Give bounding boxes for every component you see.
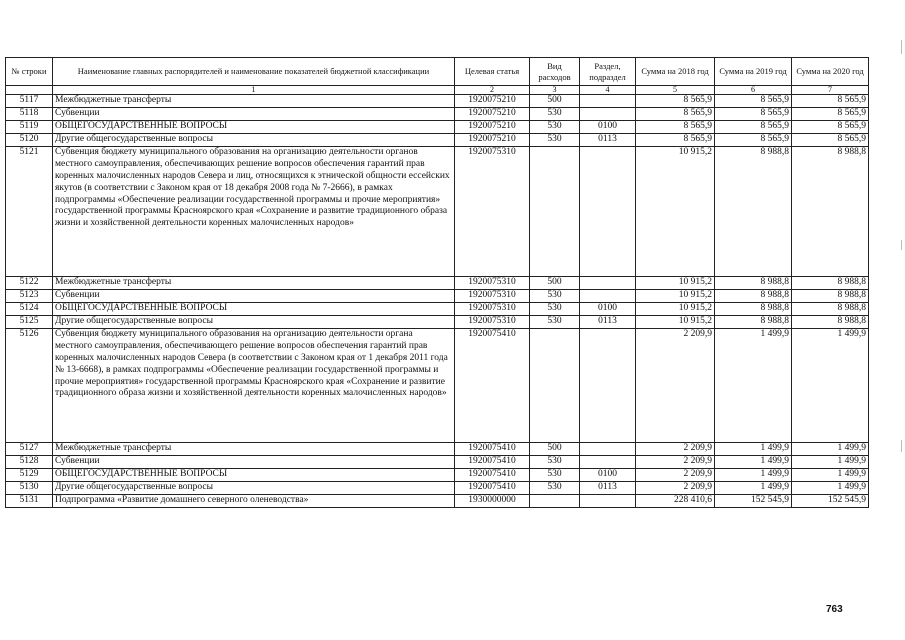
row-target-article: 1920075310 <box>455 303 530 316</box>
row-sum-2018: 10 915,2 <box>636 303 715 316</box>
row-section <box>580 95 636 108</box>
row-expense-type: 500 <box>530 95 580 108</box>
column-number: 7 <box>792 86 869 95</box>
row-sum-2020: 1 499,9 <box>792 482 869 495</box>
row-name: Субвенции <box>53 108 455 121</box>
row-sum-2019: 1 499,9 <box>715 482 792 495</box>
header-sum-2020: Сумма на 2020 год <box>792 58 869 86</box>
row-sum-2019: 8 565,9 <box>715 121 792 134</box>
row-number: 5124 <box>6 303 53 316</box>
row-name: Подпрограмма «Развитие домашнего северного оленеводства» <box>53 495 455 508</box>
row-sum-2018: 2 209,9 <box>636 469 715 482</box>
column-number: 4 <box>580 86 636 95</box>
row-section <box>580 290 636 303</box>
row-sum-2019: 152 545,9 <box>715 495 792 508</box>
row-sum-2020: 8 565,9 <box>792 121 869 134</box>
row-section <box>580 147 636 277</box>
row-expense-type: 530 <box>530 290 580 303</box>
row-expense-type: 530 <box>530 456 580 469</box>
page-number: 763 <box>826 604 843 615</box>
row-section: 0100 <box>580 303 636 316</box>
row-name: Межбюджетные трансферты <box>53 277 455 290</box>
row-sum-2019: 8 565,9 <box>715 108 792 121</box>
row-expense-type: 530 <box>530 303 580 316</box>
row-number: 5130 <box>6 482 53 495</box>
row-name: ОБЩЕГОСУДАРСТВЕННЫЕ ВОПРОСЫ <box>53 303 455 316</box>
column-number: 1 <box>53 86 455 95</box>
row-sum-2020: 8 988,8 <box>792 316 869 329</box>
row-name: Межбюджетные трансферты <box>53 95 455 108</box>
table-row <box>6 108 869 121</box>
table-row <box>6 316 869 329</box>
row-sum-2018: 10 915,2 <box>636 147 715 277</box>
row-sum-2020: 8 565,9 <box>792 108 869 121</box>
header-expense-type: Вид расходов <box>530 58 580 86</box>
row-number: 5119 <box>6 121 53 134</box>
row-sum-2019: 8 988,8 <box>715 147 792 277</box>
row-sum-2019: 8 565,9 <box>715 134 792 147</box>
row-sum-2018: 10 915,2 <box>636 290 715 303</box>
table-row <box>6 495 869 508</box>
header-sum-2018: Сумма на 2018 год <box>636 58 715 86</box>
row-expense-type: 530 <box>530 121 580 134</box>
row-sum-2018: 2 209,9 <box>636 482 715 495</box>
row-expense-type: 500 <box>530 443 580 456</box>
table-row <box>6 121 869 134</box>
row-expense-type <box>530 495 580 508</box>
row-section: 0100 <box>580 121 636 134</box>
scan-edge-mark <box>901 240 902 250</box>
row-section <box>580 277 636 290</box>
table-row <box>6 443 869 456</box>
row-sum-2019: 8 988,8 <box>715 290 792 303</box>
row-sum-2020: 1 499,9 <box>792 456 869 469</box>
row-name: ОБЩЕГОСУДАРСТВЕННЫЕ ВОПРОСЫ <box>53 469 455 482</box>
row-number: 5117 <box>6 95 53 108</box>
row-sum-2020: 152 545,9 <box>792 495 869 508</box>
header-target-article: Целевая статья <box>455 58 530 86</box>
row-sum-2019: 8 565,9 <box>715 95 792 108</box>
row-sum-2019: 1 499,9 <box>715 329 792 443</box>
row-expense-type: 530 <box>530 134 580 147</box>
row-sum-2020: 8 565,9 <box>792 134 869 147</box>
row-target-article: 1920075410 <box>455 469 530 482</box>
row-sum-2018: 8 565,9 <box>636 134 715 147</box>
column-number: 2 <box>455 86 530 95</box>
row-expense-type: 530 <box>530 482 580 495</box>
row-section: 0113 <box>580 134 636 147</box>
row-name: Другие общегосударственные вопросы <box>53 316 455 329</box>
row-number: 5127 <box>6 443 53 456</box>
row-name: Субвенции <box>53 456 455 469</box>
row-number: 5128 <box>6 456 53 469</box>
row-sum-2019: 1 499,9 <box>715 456 792 469</box>
row-target-article: 1920075410 <box>455 329 530 443</box>
row-target-article: 1920075210 <box>455 134 530 147</box>
row-sum-2020: 8 988,8 <box>792 303 869 316</box>
row-sum-2019: 8 988,8 <box>715 316 792 329</box>
row-name: Субвенции <box>53 290 455 303</box>
row-sum-2018: 8 565,9 <box>636 108 715 121</box>
row-sum-2020: 8 988,8 <box>792 277 869 290</box>
row-number: 5118 <box>6 108 53 121</box>
row-target-article: 1920075410 <box>455 482 530 495</box>
row-expense-type <box>530 147 580 277</box>
table-row <box>6 469 869 482</box>
row-number: 5131 <box>6 495 53 508</box>
row-sum-2018: 10 915,2 <box>636 277 715 290</box>
row-target-article: 1920075310 <box>455 147 530 277</box>
row-target-article: 1920075310 <box>455 316 530 329</box>
row-section: 0113 <box>580 316 636 329</box>
header-sum-2019: Сумма на 2019 год <box>715 58 792 86</box>
row-number: 5129 <box>6 469 53 482</box>
table-row <box>6 95 869 108</box>
row-expense-type: 530 <box>530 316 580 329</box>
table-row <box>6 134 869 147</box>
row-name: Субвенция бюджету муниципального образования на организацию деятельности органов местного самоуправления, обеспечивающих решение вопросов обеспечения гарантий прав коренных малочисленных народов Севера и лиц, относящихся к этнической общности ессейских якутов (в соответствии с Законом края от 18 декабря 2008 года № 7-2666), в рамках подпрограммы «Обеспечение реализации государственной программы и прочие мероприятия» государственной программы Красноярского края «Сохранение и развитие традиционного образа жизни и хозяйственной деятельности коренных малочисленных народов» <box>53 147 455 277</box>
row-sum-2019: 1 499,9 <box>715 469 792 482</box>
row-sum-2018: 10 915,2 <box>636 316 715 329</box>
row-sum-2019: 8 988,8 <box>715 277 792 290</box>
column-number: 3 <box>530 86 580 95</box>
row-target-article: 1920075210 <box>455 108 530 121</box>
row-sum-2020: 1 499,9 <box>792 443 869 456</box>
row-section: 0113 <box>580 482 636 495</box>
row-number: 5123 <box>6 290 53 303</box>
row-sum-2018: 2 209,9 <box>636 443 715 456</box>
header-row <box>6 58 869 86</box>
row-sum-2018: 2 209,9 <box>636 456 715 469</box>
row-number: 5120 <box>6 134 53 147</box>
table-row <box>6 329 869 443</box>
table-row <box>6 147 869 277</box>
row-sum-2020: 1 499,9 <box>792 329 869 443</box>
table-row <box>6 290 869 303</box>
table-row <box>6 277 869 290</box>
row-target-article: 1920075210 <box>455 121 530 134</box>
budget-table <box>5 57 869 508</box>
row-section <box>580 495 636 508</box>
row-section <box>580 108 636 121</box>
row-sum-2019: 8 988,8 <box>715 303 792 316</box>
row-number: 5121 <box>6 147 53 277</box>
row-sum-2018: 8 565,9 <box>636 95 715 108</box>
row-target-article: 1920075210 <box>455 95 530 108</box>
row-expense-type: 500 <box>530 277 580 290</box>
row-target-article: 1920075410 <box>455 456 530 469</box>
row-name: Другие общегосударственные вопросы <box>53 134 455 147</box>
row-number: 5125 <box>6 316 53 329</box>
row-section <box>580 329 636 443</box>
row-target-article: 1920075310 <box>455 277 530 290</box>
row-expense-type <box>530 329 580 443</box>
row-target-article: 1930000000 <box>455 495 530 508</box>
header-name: Наименование главных распорядителей и наименование показателей бюджетной классификации <box>53 58 455 86</box>
row-name: ОБЩЕГОСУДАРСТВЕННЫЕ ВОПРОСЫ <box>53 121 455 134</box>
table-row <box>6 482 869 495</box>
column-number <box>6 86 53 95</box>
row-sum-2018: 2 209,9 <box>636 329 715 443</box>
row-name: Субвенция бюджету муниципального образования на организацию деятельности органа местного самоуправления, обеспечивающего решение вопросов обеспечения гарантий прав коренных малочисленных народов Севера (в соответствии с Законом края от 1 декабря 2011 года № 13-6668), в рамках подпрограммы «Обеспечение реализации государственной программы и прочие мероприятия» государственной программы Красноярского края «Сохранение и развитие традиционного образа жизни и хозяйственной деятельности коренных малочисленных народов» <box>53 329 455 443</box>
row-target-article: 1920075310 <box>455 290 530 303</box>
header-section: Раздел, подраздел <box>580 58 636 86</box>
row-sum-2020: 8 988,8 <box>792 290 869 303</box>
row-expense-type: 530 <box>530 469 580 482</box>
row-sum-2020: 8 988,8 <box>792 147 869 277</box>
row-sum-2019: 1 499,9 <box>715 443 792 456</box>
row-sum-2020: 8 565,9 <box>792 95 869 108</box>
header-row-number: № строки <box>6 58 53 86</box>
table-row <box>6 303 869 316</box>
scan-edge-mark <box>901 440 902 452</box>
column-number: 5 <box>636 86 715 95</box>
row-section <box>580 443 636 456</box>
row-section <box>580 456 636 469</box>
row-name: Межбюджетные трансферты <box>53 443 455 456</box>
scan-edge-mark <box>901 40 902 54</box>
column-number: 6 <box>715 86 792 95</box>
row-expense-type: 530 <box>530 108 580 121</box>
row-section: 0100 <box>580 469 636 482</box>
table-row <box>6 456 869 469</box>
row-sum-2018: 8 565,9 <box>636 121 715 134</box>
row-name: Другие общегосударственные вопросы <box>53 482 455 495</box>
row-sum-2018: 228 410,6 <box>636 495 715 508</box>
row-target-article: 1920075410 <box>455 443 530 456</box>
row-number: 5126 <box>6 329 53 443</box>
column-number-row <box>6 86 869 95</box>
row-number: 5122 <box>6 277 53 290</box>
row-sum-2020: 1 499,9 <box>792 469 869 482</box>
